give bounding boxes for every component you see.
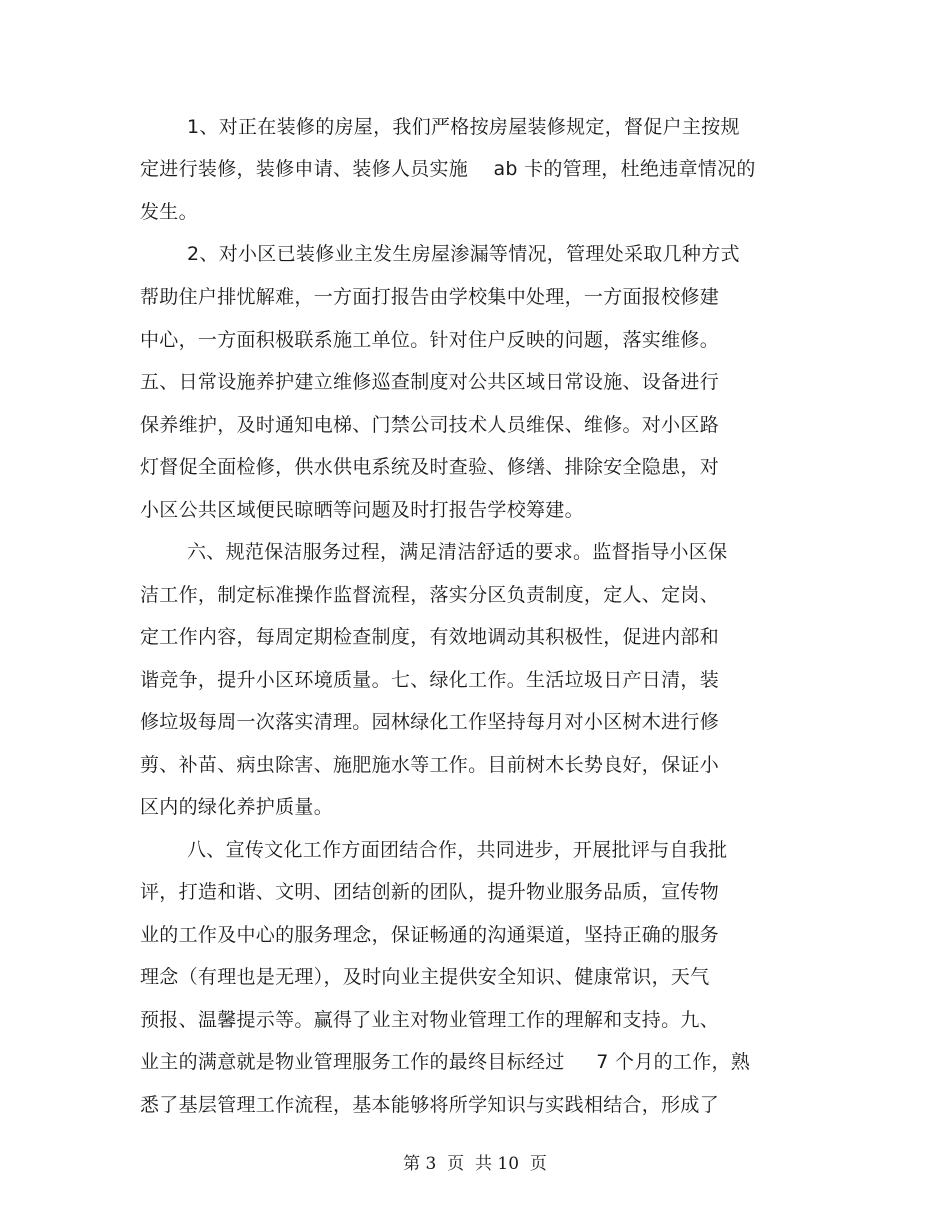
text-line: 中心，一方面积极联系施工单位。针对住户反映的问题，落实维修。 xyxy=(140,329,720,351)
text-line: 评，打造和谐、文明、团结创新的团队，提升物业服务品质，宣传物 xyxy=(140,881,720,903)
page-number-footer: 第 3 页 共 10 页 xyxy=(403,1154,547,1174)
text-line: 保养维护，及时通知电梯、门禁公司技术人员维保、维修。对小区路 xyxy=(140,414,720,436)
text-line: 谐竞争，提升小区环境质量。七、绿化工作。生活垃圾日产日清，装 xyxy=(140,669,720,691)
text-line: 定工作内容，每周定期检查制度，有效地调动其积极性，促进内部和 xyxy=(140,626,720,648)
text-line: 理念（有理也是无理），及时向业主提供安全知识、健康常识，天气 xyxy=(140,966,710,988)
text-line: 六、规范保洁服务过程，满足清洁舒适的要求。监督指导小区保 xyxy=(187,541,728,563)
text-line: 修垃圾每周一次落实清理。园林绿化工作坚持每月对小区树木进行修 xyxy=(140,711,720,733)
text-line: 悉了基层管理工作流程，基本能够将所学知识与实践相结合，形成了 xyxy=(140,1094,720,1116)
text-line: 业的工作及中心的服务理念，保证畅通的沟通渠道，坚持正确的服务 xyxy=(140,924,720,946)
text-line: 2、对小区已装修业主发生房屋渗漏等情况，管理处采取几种方式 xyxy=(187,243,740,265)
text-line: 八、宣传文化工作方面团结合作，共同进步，开展批评与自我批 xyxy=(187,839,728,861)
text-line: 帮助住户排忧解难，一方面打报告由学校集中处理，一方面报校修建 xyxy=(140,286,720,308)
text-line: 业主的满意就是物业管理服务工作的最终目标经过 7 个月的工作，熟 xyxy=(140,1051,751,1073)
text-line: 洁工作，制定标准操作监督流程，落实分区负责制度，定人、定岗、 xyxy=(140,584,720,606)
text-line: 定进行装修，装修申请、装修人员实施 ab 卡的管理，杜绝违章情况的 xyxy=(140,158,756,180)
text-line: 发生。 xyxy=(140,201,198,223)
text-line: 小区公共区域便民晾晒等问题及时打报告学校筹建。 xyxy=(140,499,584,521)
text-line: 五、日常设施养护建立维修巡查制度对公共区域日常设施、设备进行 xyxy=(140,371,720,393)
text-line: 1、对正在装修的房屋，我们严格按房屋装修规定，督促户主按规 xyxy=(187,116,740,138)
text-line: 预报、温馨提示等。赢得了业主对物业管理工作的理解和支持。九、 xyxy=(140,1009,720,1031)
text-line: 区内的绿化养护质量。 xyxy=(140,796,334,818)
text-line: 剪、补苗、病虫除害、施肥施水等工作。目前树木长势良好，保证小 xyxy=(140,754,720,776)
text-line: 灯督促全面检修，供水供电系统及时查验、修缮、排除安全隐患，对 xyxy=(140,456,720,478)
